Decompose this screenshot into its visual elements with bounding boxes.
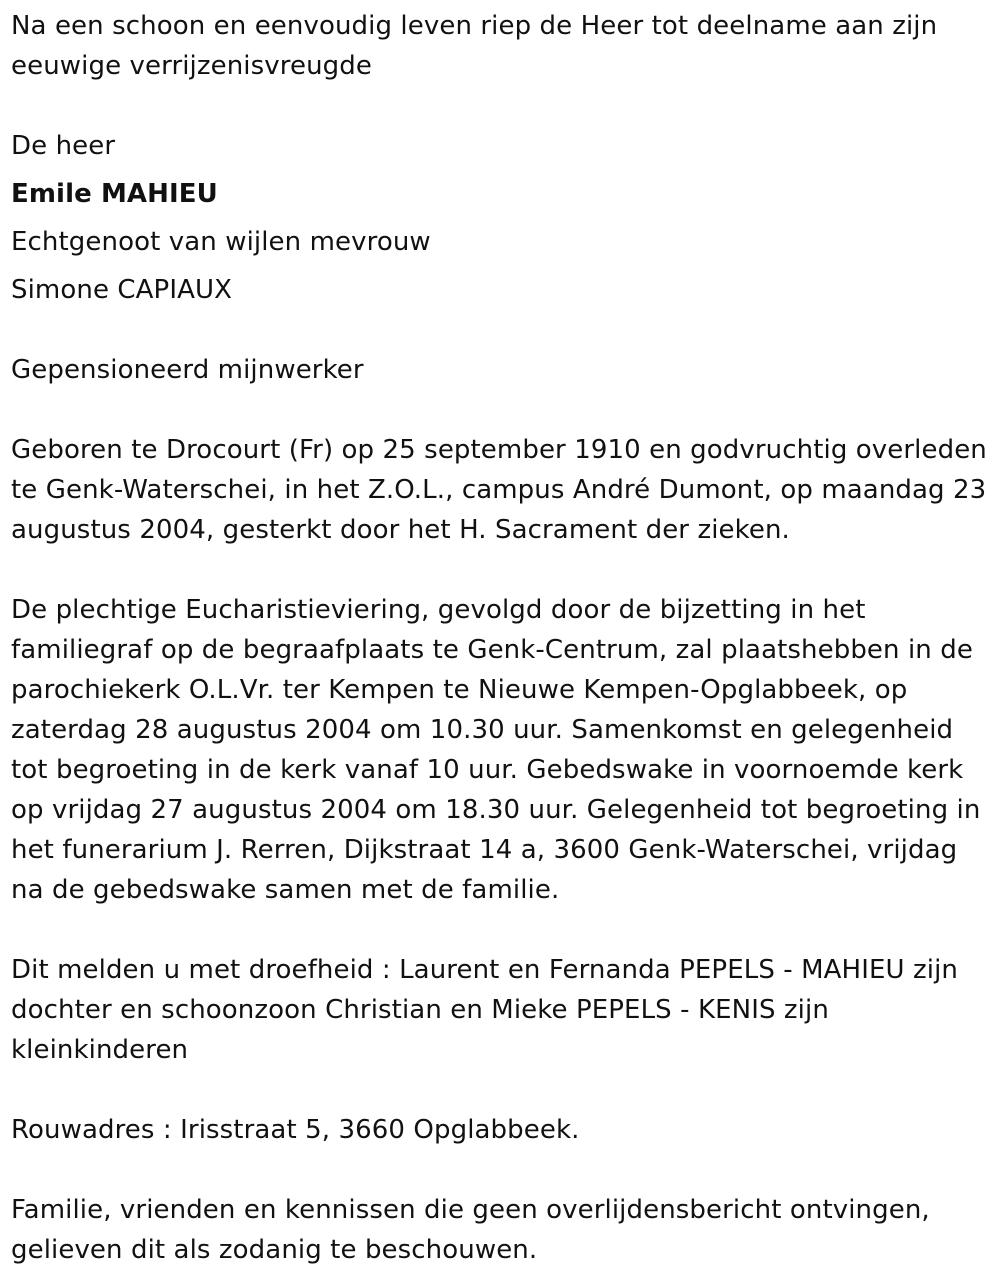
spacer [11, 910, 990, 950]
title-prefix: De heer [11, 131, 116, 161]
spacer [11, 86, 990, 126]
birth-death-paragraph: Geboren te Drocourt (Fr) op 25 september 1910 en godvruchtig overleden te Genk-Waterschei, in het Z.O.L., campus André Dumont, op maandag 23 augustus 2004, gesterkt door het H. Sacrament der zieken. [11, 435, 987, 545]
family-paragraph: Dit melden u met droefheid : Laurent en Fernanda PEPELS - MAHIEU zijn dochter en schoonzoon Christian en Mieke PEPELS - KENIS zijn kleinkinderen [11, 955, 958, 1065]
spouse-line: Echtgenoot van wijlen mevrouw [11, 227, 431, 257]
spacer [11, 166, 990, 174]
spacer [11, 550, 990, 590]
intro-text: Na een schoon en eenvoudig leven riep de Heer tot deelname aan zijn eeuwige verrijzenisvreugde [11, 11, 938, 81]
closing-paragraph: Familie, vrienden en kennissen die geen overlijdensbericht ontvingen, gelieven dit als zodanig te beschouwen. [11, 1195, 930, 1265]
address-line: Rouwadres : Irisstraat 5, 3660 Opglabbeek. [11, 1115, 580, 1145]
spacer [11, 390, 990, 430]
spacer [11, 1070, 990, 1110]
deceased-name: Emile MAHIEU [11, 179, 218, 209]
spouse-name: Simone CAPIAUX [11, 275, 233, 305]
occupation-text: Gepensioneerd mijnwerker [11, 355, 364, 385]
ceremony-paragraph: De plechtige Eucharistieviering, gevolgd door de bijzetting in het familiegraf op de begraafplaats te Genk-Centrum, zal plaatshebben in de parochiekerk O.L.Vr. ter Kempen te Nieuwe Kempen-Opglabbeek, op zaterdag 28 augustus 2004 om 10.30 uur. Samenkomst en gelegenheid tot begroeting in de kerk vanaf 10 uur. Gebedswake in voornoemde kerk op vrijdag 27 augustus 2004 om 18.30 uur. Gelegenheid tot begroeting in het funerarium J. Rerren, Dijkstraat 14 a, 3600 Genk-Waterschei, vrijdag na de gebedswake samen met de familie. [11, 595, 981, 905]
spacer [11, 214, 990, 222]
spacer [11, 262, 990, 270]
spacer [11, 310, 990, 350]
spacer [11, 1150, 990, 1190]
